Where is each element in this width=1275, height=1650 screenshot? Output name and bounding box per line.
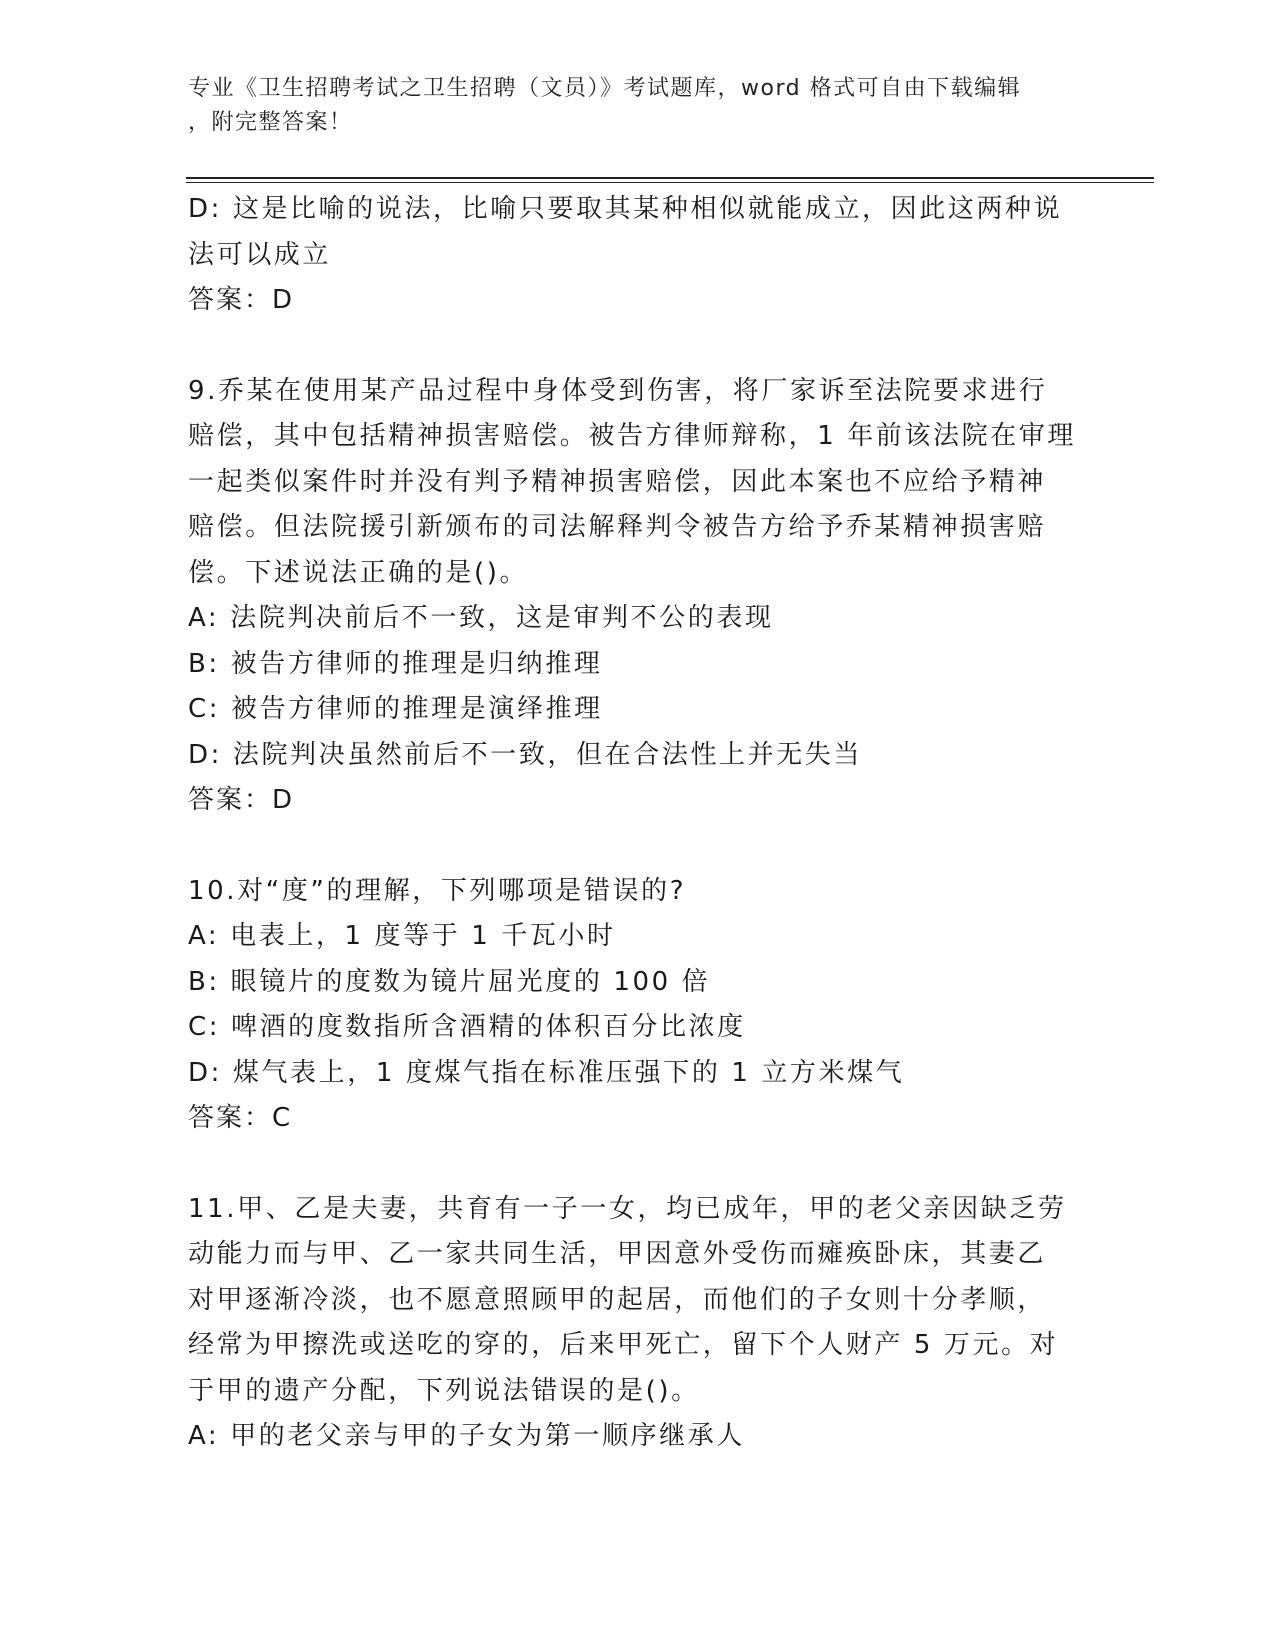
spacer bbox=[188, 824, 1088, 869]
answer-line: 答案：C bbox=[188, 1103, 293, 1133]
question-stem-line: 于甲的遗产分配，下列说法错误的是()。 bbox=[188, 1375, 700, 1406]
question-stem-line: 赔偿，其中包括精神损害赔偿。被告方律师辩称，1 年前该法院在审理 bbox=[188, 421, 1077, 451]
question-stem-line: 动能力而与甲、乙一家共同生活，甲因意外受伤而瘫痪卧床，其妻乙 bbox=[188, 1239, 1047, 1269]
document-body bbox=[188, 187, 1088, 1460]
spacer bbox=[188, 324, 1088, 369]
spacer bbox=[188, 1142, 1088, 1187]
answer-line: 答案：D bbox=[188, 285, 295, 315]
option-d: D: 法院判决虽然前后不一致，但在合法性上并无失当 bbox=[188, 739, 863, 770]
option-d-continued: 法可以成立 bbox=[188, 239, 332, 270]
header-line-2: ，附完整答案！ bbox=[188, 110, 353, 135]
header-rule-thin bbox=[186, 182, 1154, 183]
option-d: D: 这是比喻的说法，比喻只要取其某种相似就能成立，因此这两种说 bbox=[188, 194, 1063, 224]
question-8-tail bbox=[188, 187, 1088, 324]
option-d: D: 煤气表上，1 度煤气指在标准压强下的 1 立方米煤气 bbox=[188, 1057, 905, 1088]
question-11 bbox=[188, 1187, 1088, 1460]
option-b: B: 被告方律师的推理是归纳推理 bbox=[188, 648, 603, 679]
question-stem-line: 赔偿。但法院援引新颁布的司法解释判令被告方给予乔某精神损害赔 bbox=[188, 512, 1047, 542]
question-stem-line: 经常为甲擦洗或送吃的穿的，后来甲死亡，留下个人财产 5 万元。对 bbox=[188, 1330, 1059, 1360]
answer-line: 答案：D bbox=[188, 785, 295, 815]
question-10 bbox=[188, 869, 1088, 1142]
option-c: C: 啤酒的度数指所含酒精的体积百分比浓度 bbox=[188, 1012, 746, 1042]
question-stem-line: 一起类似案件时并没有判予精神损害赔偿，因此本案也不应给予精神 bbox=[188, 466, 1047, 497]
question-stem-line: 10.对“度”的理解，下列哪项是错误的? bbox=[188, 875, 687, 906]
option-a: A: 电表上，1 度等于 1 千瓦小时 bbox=[188, 921, 616, 951]
header-rule-thick bbox=[186, 177, 1154, 179]
option-c: C: 被告方律师的推理是演绎推理 bbox=[188, 694, 603, 724]
option-a: A: 甲的老父亲与甲的子女为第一顺序继承人 bbox=[188, 1421, 745, 1451]
question-9 bbox=[188, 369, 1088, 824]
page-header bbox=[188, 72, 1088, 140]
question-stem-line: 对甲逐渐冷淡，也不愿意照顾甲的起居，而他们的子女则十分孝顺， bbox=[188, 1284, 1047, 1315]
option-b: B: 眼镜片的度数为镜片屈光度的 100 倍 bbox=[188, 966, 711, 997]
question-stem-line: 11.甲、乙是夫妻，共育有一子一女，均已成年，甲的老父亲因缺乏劳 bbox=[188, 1193, 1067, 1224]
question-stem-line: 偿。下述说法正确的是()。 bbox=[188, 557, 529, 588]
header-line-1: 专业《卫生招聘考试之卫生招聘（文员）》考试题库，word 格式可自由下载编辑 bbox=[188, 76, 1022, 101]
option-a: A: 法院判决前后不一致，这是审判不公的表现 bbox=[188, 603, 774, 633]
question-stem-line: 9.乔某在使用某产品过程中身体受到伤害，将厂家诉至法院要求进行 bbox=[188, 375, 1048, 406]
